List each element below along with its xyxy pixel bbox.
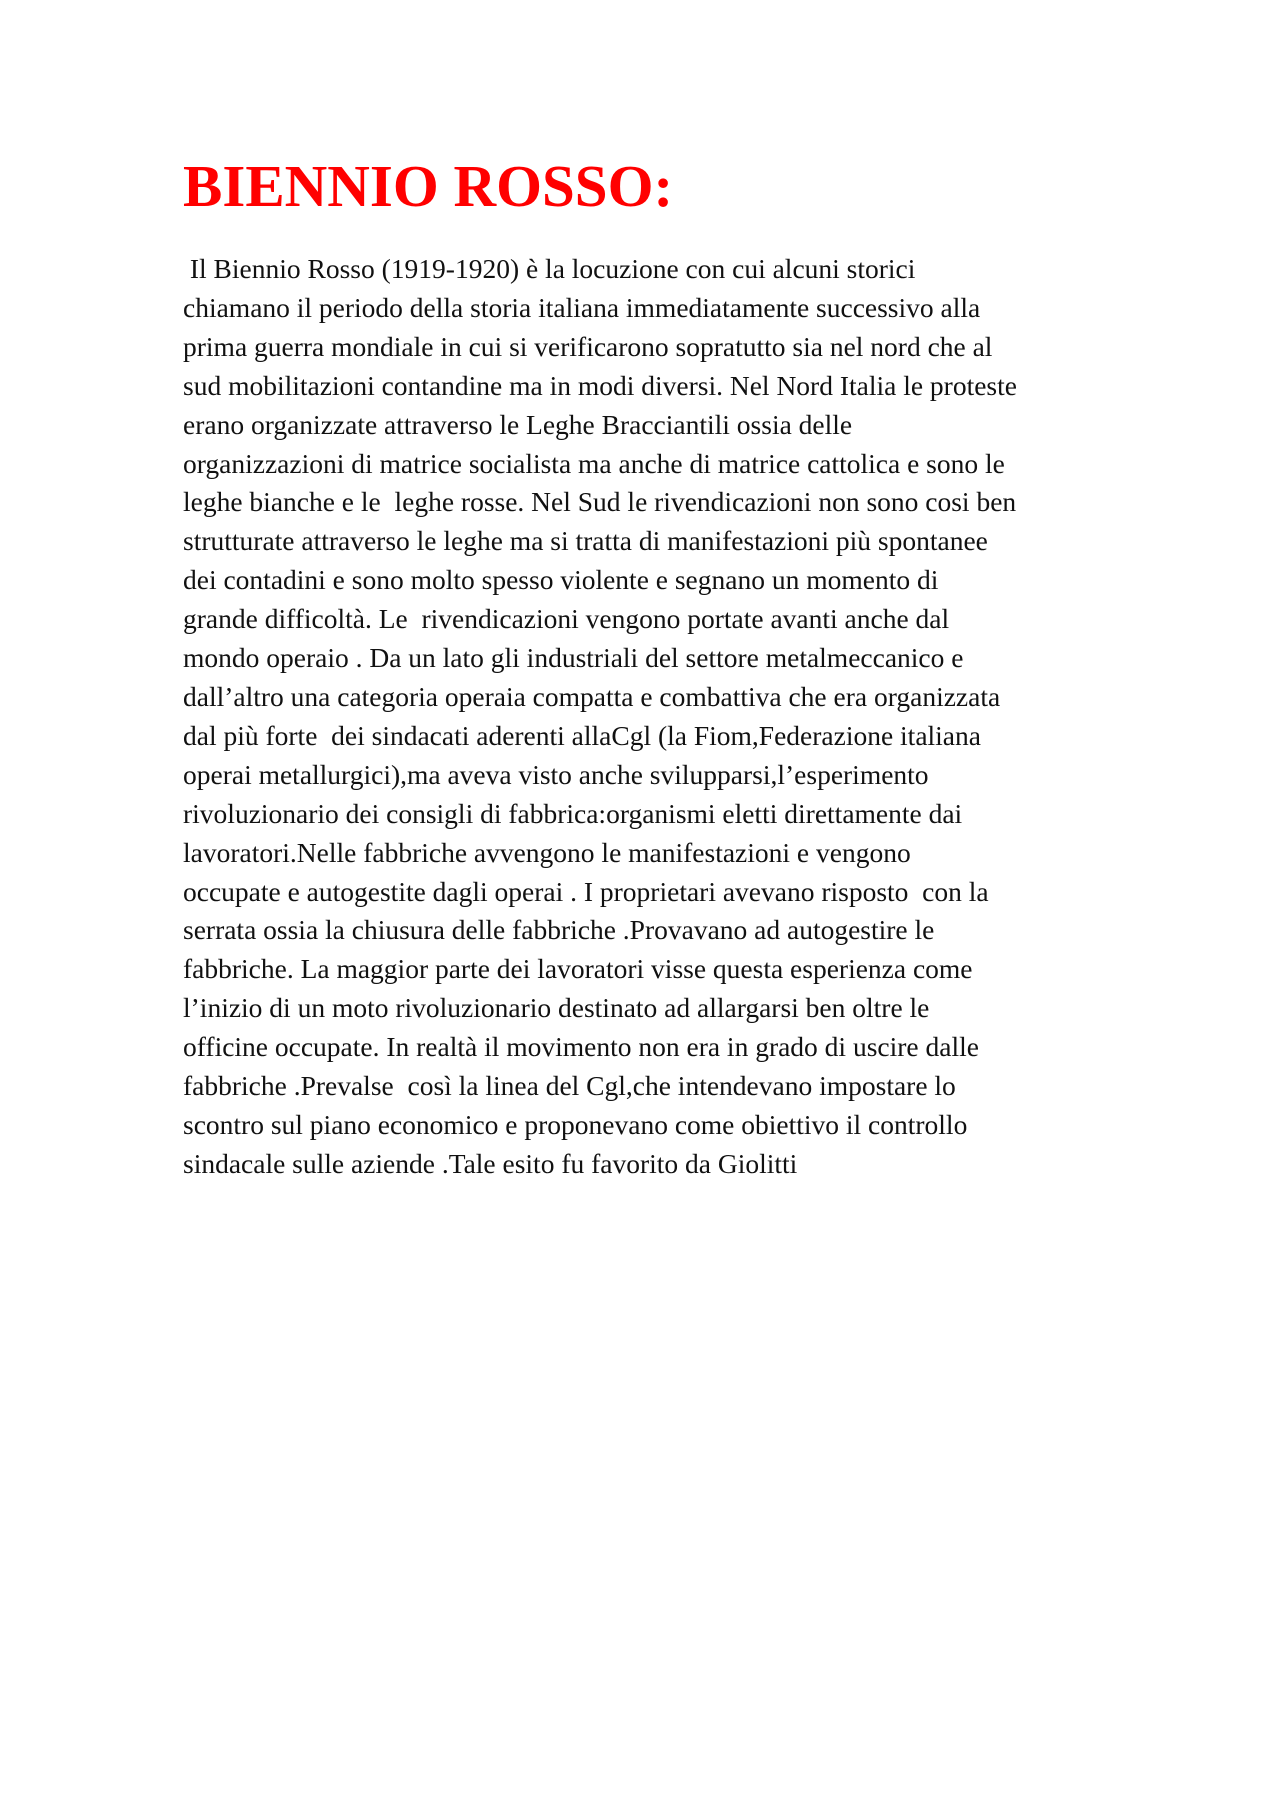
paragraph-line: rivoluzionario dei consigli di fabbrica:organismi eletti direttamente dai (183, 797, 963, 829)
paragraph-line: dall’altro una categoria operaia compatta e combattiva che era organizzata (183, 680, 1001, 712)
paragraph-line: lavoratori.Nelle fabbriche avvengono le manifestazioni e vengono (183, 836, 911, 868)
paragraph-line: operai metallurgici),ma aveva visto anche svilupparsi,l’esperimento (183, 758, 929, 790)
paragraph-line: erano organizzate attraverso le Leghe Bracciantili ossia delle (183, 408, 853, 440)
paragraph-line: strutturate attraverso le leghe ma si tratta di manifestazioni più spontanee (183, 525, 988, 557)
paragraph-line: mondo operaio . Da un lato gli industriali del settore metalmeccanico e (183, 642, 964, 674)
paragraph-line: fabbriche. La maggior parte dei lavoratori visse questa esperienza come (183, 953, 973, 985)
document-body (183, 250, 1123, 1184)
paragraph-line: officine occupate. In realtà il movimento non era in grado di uscire dalle (183, 1031, 979, 1063)
paragraph-line: grande difficoltà. Le rivendicazioni vengono portate avanti anche dal (183, 603, 950, 635)
paragraph-line: Il Biennio Rosso (1919-1920) è la locuzione con cui alcuni storici (183, 253, 916, 284)
paragraph-line: dei contadini e sono molto spesso violente e segnano un momento di (183, 564, 939, 596)
paragraph-line: serrata ossia la chiusura delle fabbriche .Provavano ad autogestire le (183, 914, 935, 946)
paragraph-line: fabbriche .Prevalse così la linea del Cgl,che intendevano impostare lo (183, 1070, 956, 1102)
paragraph-line: sud mobilitazioni contandine ma in modi diversi. Nel Nord Italia le proteste (183, 369, 1017, 401)
paragraph-line: chiamano il periodo della storia italiana immediatamente successivo alla (183, 291, 981, 323)
paragraph-line: prima guerra mondiale in cui si verificarono sopratutto sia nel nord che al (183, 330, 993, 362)
paragraph-line: scontro sul piano economico e proponevano come obiettivo il controllo (183, 1108, 968, 1140)
paragraph-line: organizzazioni di matrice socialista ma anche di matrice cattolica e sono le (183, 447, 1005, 479)
paragraph-line: sindacale sulle aziende .Tale esito fu favorito da Giolitti (183, 1147, 798, 1179)
paragraph-line: l’inizio di un moto rivoluzionario destinato ad allargarsi ben oltre le (183, 992, 930, 1024)
paragraph-line: dal più forte dei sindacati aderenti allaCgl (la Fiom,Federazione italiana (183, 719, 981, 751)
paragraph-line: leghe bianche e le leghe rosse. Nel Sud le rivendicazioni non sono cosi ben (183, 486, 1017, 518)
paragraph-line: occupate e autogestite dagli operai . I proprietari avevano risposto con la (183, 875, 989, 907)
document-title: BIENNIO ROSSO: (183, 153, 674, 219)
